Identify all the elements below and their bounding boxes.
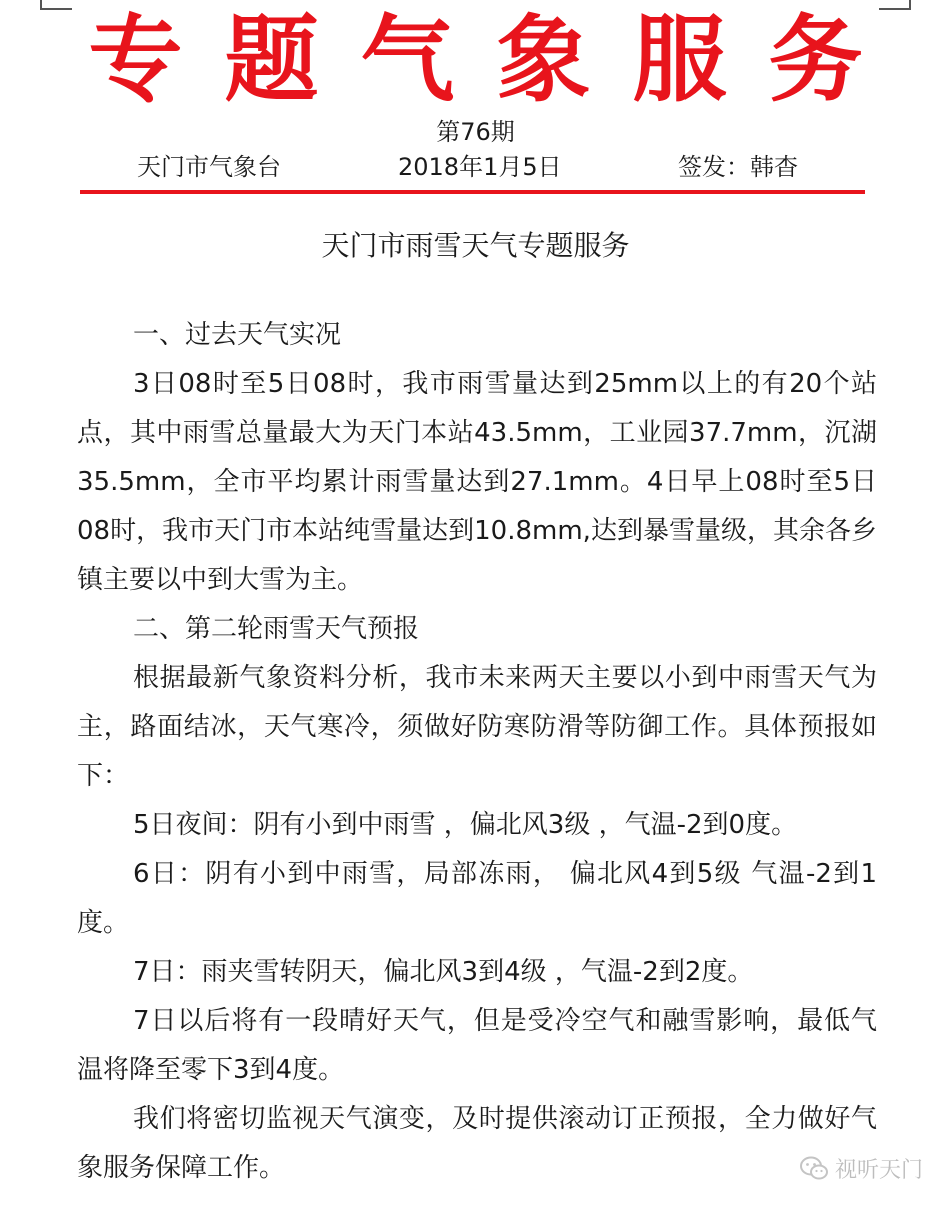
paragraph: 7日以后将有一段晴好天气，但是受冷空气和融雪影响，最低气温将降至零下3到4度。 <box>77 1006 877 1085</box>
watermark <box>799 1153 923 1183</box>
issuer: 天门市气象台 <box>137 153 281 181</box>
header-meta-row <box>0 150 951 184</box>
wechat-icon <box>799 1155 829 1181</box>
signer: 签发：韩杳 <box>678 153 798 181</box>
paragraph: 根据最新气象资料分析，我市未来两天主要以小到中雨雪天气为主，路面结冰，天气寒冷，须做好防寒防滑等防御工作。具体预报如下： <box>77 663 877 791</box>
header-divider <box>80 190 865 194</box>
forecast-item: 7日：雨夹雪转阴天，偏北风3到4级 ，气温-2到2度。 <box>133 957 754 987</box>
masthead-title: 专题气象服务 <box>88 6 905 115</box>
watermark-text: 视听天门 <box>834 1157 923 1183</box>
document-title: 天门市雨雪天气专题服务 <box>321 229 630 262</box>
issue-number: 第76期 <box>436 118 515 146</box>
forecast-item: 6日：阴有小到中雨雪，局部冻雨， 偏北风4到5级 气温-2到1度。 <box>77 859 877 938</box>
forecast-item: 5日夜间：阴有小到中雨雪 ，偏北风3级 ，气温-2到0度。 <box>133 810 798 840</box>
section-heading: 一、过去天气实况 <box>133 320 342 350</box>
document-body <box>77 311 877 1193</box>
paragraph: 我们将密切监视天气演变，及时提供滚动订正预报，全力做好气象服务保障工作。 <box>77 1104 877 1183</box>
paragraph: 3日08时至5日08时，我市雨雪量达到25mm以上的有20个站点，其中雨雪总量最大为天门本站43.5mm，工业园37.7mm，沉湖35.5mm，全市平均累计雨雪量达到27.1mm。4日早上08时至5日08时，我市天门市本站纯雪量达到10.8mm,达到暴雪量级，其余各乡镇主要以中到大雪为主。 <box>77 369 877 595</box>
issue-date: 2018年1月5日 <box>398 153 562 181</box>
section-heading: 二、第二轮雨雪天气预报 <box>133 614 420 644</box>
